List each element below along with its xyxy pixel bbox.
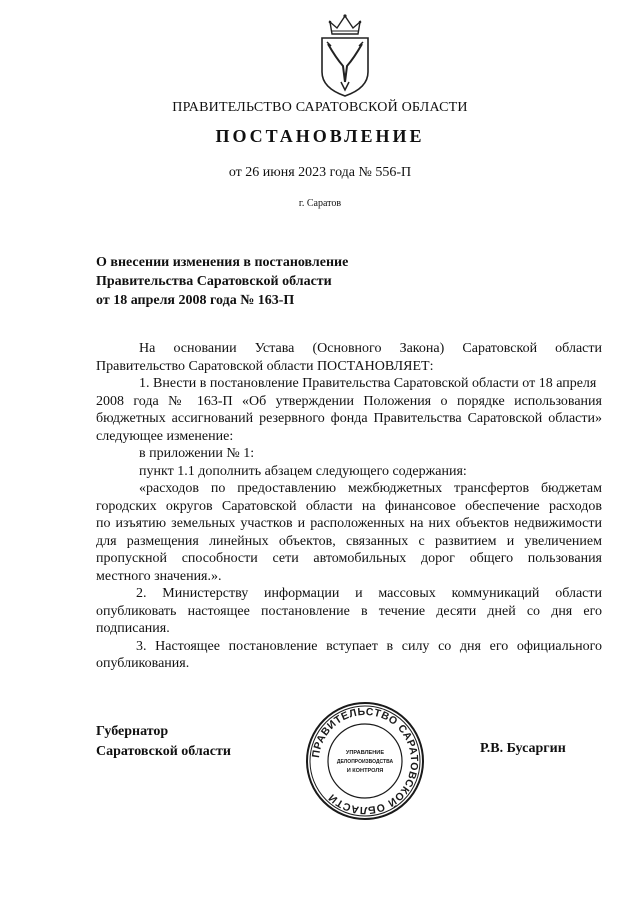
body-line: «расходов по предоставлению межбюджетных трансфертов бюджетам (139, 481, 602, 496)
signatory-name: Р.В. Бусаргин (480, 741, 566, 756)
seal-center-line: УПРАВЛЕНИЕ (345, 750, 385, 756)
signatory-position (96, 722, 231, 762)
coat-of-arms-icon (318, 12, 372, 98)
body-line: пункт 1.1 дополнить абзацем следующего содержания: (139, 463, 467, 479)
body-line: Правительство Саратовской области ПОСТАНОВЛЯЕТ: (96, 358, 434, 374)
body-line: 3. Настоящее постановление вступает в силу со дня его официального (136, 638, 602, 654)
body-line: 2008 года № 163-П «Об утверждении Положения о порядке использования (96, 393, 602, 409)
body-line: местного значения.». (96, 568, 222, 584)
city: г. Саратов (298, 198, 342, 209)
body-line: 2. Министерству информации и массовых коммуникаций области (136, 586, 602, 601)
seal-ring-text: ПРАВИТЕЛЬСТВО САРАТОВСКОЙ ОБЛАСТИ (310, 705, 421, 817)
seal-center-line: И КОНТРОЛЯ (346, 768, 384, 774)
government-name: ПРАВИТЕЛЬСТВО САРАТОВСКОЙ ОБЛАСТИ (172, 100, 468, 115)
body-line: городских округов Саратовской области на финансовое обеспечение расходов (96, 498, 602, 514)
body-line: подписания. (96, 621, 170, 636)
body-line: опубликования. (96, 656, 190, 671)
subject-line: О внесении изменения в постановление (96, 255, 349, 270)
body-line: бюджетных ассигнований резервного фонда Правительства Саратовской области» (96, 411, 602, 426)
document-body (96, 340, 602, 673)
seal-center-line: ДЕЛОПРОИЗВОДСТВА (336, 759, 394, 765)
body-line: для размещения линейных объектов, связанных с развитием и увеличением (96, 533, 602, 549)
body-line: 1. Внести в постановление Правительства Саратовской области от 18 апреля (139, 376, 597, 391)
body-line: в приложении № 1: (139, 446, 255, 461)
position-line: Губернатор (96, 724, 169, 739)
subject-line: от 18 апреля 2008 года № 163-П (96, 293, 295, 308)
document-type: ПОСТАНОВЛЕНИЕ (215, 126, 425, 146)
subject-line: Правительства Саратовской области (96, 274, 332, 289)
position-line: Саратовской области (96, 744, 231, 759)
official-seal (304, 700, 426, 822)
body-line: по изъятию земельных участков и расположенных на них объектов недвижимости (96, 516, 602, 531)
body-line: следующее изменение: (96, 428, 234, 444)
body-line: пропускной способности сети автомобильных дорог общего пользования (96, 551, 602, 566)
document-subject (96, 253, 416, 310)
body-line: опубликовать настоящее постановление в течение десяти дней со дня его (96, 603, 602, 619)
date-number: от 26 июня 2023 года № 556-П (228, 165, 412, 180)
body-line: На основании Устава (Основного Закона) Саратовской области (139, 341, 602, 356)
